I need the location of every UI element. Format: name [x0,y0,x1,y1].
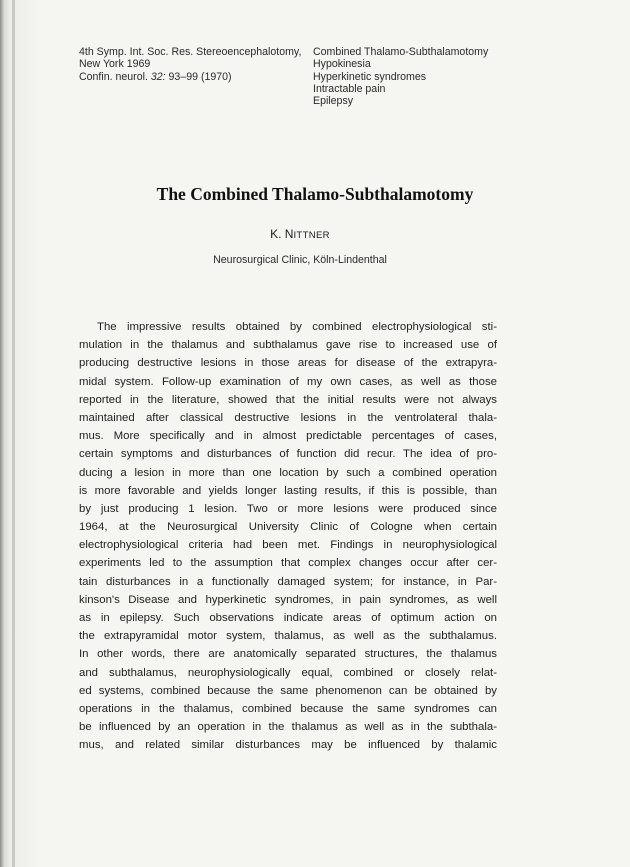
body-line: The impressive results obtained by combined electrophysiological sti- [97,321,497,333]
author-name: K. NITTNER [270,227,330,241]
body-line: be influenced by an operation in the thalamus as well as in the subthala- [79,721,497,734]
body-line: mus, and related similar disturbances may be influenced by thalamic [79,739,497,752]
body-line: and subthalamus, neurophysiologically equal, combined or closely relat- [79,666,497,679]
author-affiliation: Neurosurgical Clinic, Köln-Lindenthal [213,254,387,266]
page-binding-edge [12,0,15,867]
citation-line-2: New York 1969 [79,58,151,71]
body-line: certain symptoms and disturbances of function did recur. The idea of pro- [79,448,497,461]
body-line: operations in the thalamus, combined because the same syndromes can [79,702,497,715]
body-line: maintained after classical destructive lesions in the ventrolateral thala- [79,411,497,424]
body-line: ed systems, combined because the same phenomenon can be obtained by [79,684,497,697]
citation-line-3: Confin. neurol. 32: 93–99 (1970) [79,70,232,83]
body-line: tain disturbances in a functionally damaged system; for instance, in Par- [79,575,497,588]
body-line: ducing a lesion in more than one location by such a combined operation [79,466,497,479]
body-line: is more favorable and yields longer lasting results, if this is possible, than [79,484,497,497]
citation-line-1: 4th Symp. Int. Soc. Res. Stereoencephalotomy, [79,46,302,58]
body-line: experiments led to the assumption that complex changes occur after cer- [79,557,497,570]
body-line: mulation in the thalamus and subthalamus gave rise to increased use of [79,339,497,352]
body-line: kinson's Disease and hyperkinetic syndromes, in pain syndromes, as well [79,593,497,606]
body-line: 1964, at the Neurosurgical University Clinic of Cologne when certain [79,521,497,534]
body-line: by just producing 1 lesion. Two or more lesions were produced since [79,502,497,515]
keyword: Combined Thalamo-Subthalamotomy [313,46,489,58]
citation-header [79,46,301,83]
keyword: Epilepsy [313,95,354,108]
keyword-list [313,46,488,107]
body-line: electrophysiological criteria had been met. Findings in neurophysiological [79,539,497,552]
keyword: Hypokinesia [313,58,371,71]
body-text [79,318,497,755]
body-line: reported in the literature, showed that the initial results were not always [79,393,497,406]
body-line: In other words, there are anatomically separated structures, the thalamus [79,648,497,661]
body-line: the extrapyramidal motor system, thalamus, as well as the subthalamus. [79,630,497,643]
keyword: Hyperkinetic syndromes [313,70,427,83]
body-line: midal system. Follow-up examination of my own cases, as well as those [79,375,497,388]
body-line: producing destructive lesions in those areas for disease of the extrapyra- [79,357,497,370]
body-line: as in epilepsy. Such observations indicate areas of optimum action on [79,612,497,624]
keyword: Intractable pain [313,82,386,95]
paper-title: The Combined Thalamo-Subthalamotomy [156,184,474,204]
body-line: mus. More specifically and in almost predictable percentages of cases, [79,430,497,443]
